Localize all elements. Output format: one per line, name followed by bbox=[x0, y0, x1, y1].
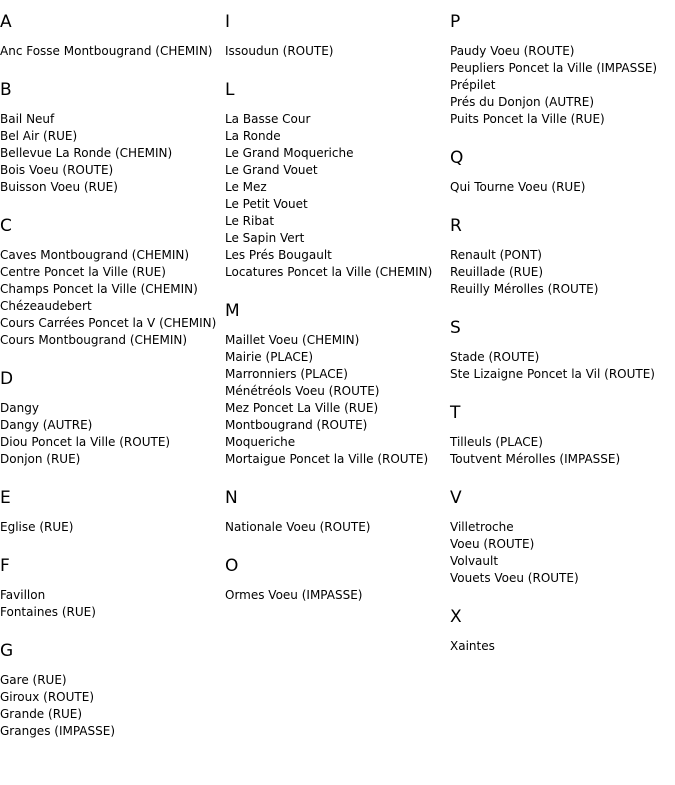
street-list bbox=[0, 587, 225, 621]
street-entry: Ste Lizaigne Poncet la Vil (ROUTE) bbox=[450, 367, 655, 381]
street-list bbox=[450, 43, 675, 128]
letter-section-a bbox=[0, 12, 225, 60]
letter-heading: F bbox=[0, 556, 10, 576]
street-entry: Favillon bbox=[0, 588, 46, 602]
letter-section-n bbox=[225, 488, 450, 536]
street-entry: La Ronde bbox=[225, 129, 281, 143]
letter-section-b bbox=[0, 80, 225, 196]
index-column-1 bbox=[0, 12, 225, 760]
street-entry: Moqueriche bbox=[225, 435, 296, 449]
street-list bbox=[450, 434, 675, 468]
letter-section-i bbox=[225, 12, 450, 60]
street-entry: Le Ribat bbox=[225, 214, 275, 228]
letter-heading: G bbox=[0, 641, 14, 661]
street-entry: Bail Neuf bbox=[0, 112, 55, 126]
street-entry: Les Prés Bougault bbox=[225, 248, 332, 262]
letter-heading: B bbox=[0, 80, 12, 100]
street-entry: Gare (RUE) bbox=[0, 673, 67, 687]
street-entry: Volvault bbox=[450, 554, 499, 568]
letter-heading: R bbox=[450, 216, 462, 236]
letter-heading: P bbox=[450, 12, 461, 32]
letter-heading: A bbox=[0, 12, 12, 32]
letter-section-x bbox=[450, 607, 675, 655]
street-list bbox=[225, 587, 450, 604]
index-column-2 bbox=[225, 12, 450, 624]
letter-section-q bbox=[450, 148, 675, 196]
street-list bbox=[450, 349, 675, 383]
street-entry: Locatures Poncet la Ville (CHEMIN) bbox=[225, 265, 433, 279]
street-entry: Marronniers (PLACE) bbox=[225, 367, 348, 381]
street-list bbox=[0, 519, 225, 536]
street-entry: Cours Carrées Poncet la V (CHEMIN) bbox=[0, 316, 217, 330]
street-entry: Le Mez bbox=[225, 180, 267, 194]
letter-section-c bbox=[0, 216, 225, 349]
letter-section-o bbox=[225, 556, 450, 604]
letter-heading: M bbox=[225, 301, 240, 321]
letter-heading: I bbox=[225, 12, 231, 32]
street-entry: Diou Poncet la Ville (ROUTE) bbox=[0, 435, 171, 449]
letter-section-e bbox=[0, 488, 225, 536]
street-entry: Giroux (ROUTE) bbox=[0, 690, 95, 704]
street-list bbox=[0, 247, 225, 349]
street-entry: Peupliers Poncet la Ville (IMPASSE) bbox=[450, 61, 658, 75]
letter-heading: V bbox=[450, 488, 462, 508]
street-list bbox=[0, 400, 225, 468]
street-entry: Ménétréols Voeu (ROUTE) bbox=[225, 384, 380, 398]
street-entry: Nationale Voeu (ROUTE) bbox=[225, 520, 371, 534]
letter-section-v bbox=[450, 488, 675, 587]
street-entry: Voeu (ROUTE) bbox=[450, 537, 535, 551]
street-entry: Mortaigue Poncet la Ville (ROUTE) bbox=[225, 452, 429, 466]
letter-heading: S bbox=[450, 318, 461, 338]
street-list bbox=[225, 43, 450, 60]
street-entry: Centre Poncet la Ville (RUE) bbox=[0, 265, 166, 279]
street-entry: Caves Montbougrand (CHEMIN) bbox=[0, 248, 190, 262]
street-entry: Vouets Voeu (ROUTE) bbox=[450, 571, 579, 585]
letter-section-m bbox=[225, 301, 450, 468]
letter-heading: L bbox=[225, 80, 235, 100]
letter-section-t bbox=[450, 403, 675, 468]
street-entry: Bellevue La Ronde (CHEMIN) bbox=[0, 146, 173, 160]
letter-section-s bbox=[450, 318, 675, 383]
street-entry: Reuillade (RUE) bbox=[450, 265, 544, 279]
street-entry: Prépilet bbox=[450, 78, 496, 92]
letter-heading: T bbox=[450, 403, 461, 423]
street-list bbox=[225, 519, 450, 536]
street-entry: Qui Tourne Voeu (RUE) bbox=[450, 180, 586, 194]
street-entry: Stade (ROUTE) bbox=[450, 350, 540, 364]
street-list bbox=[450, 519, 675, 587]
street-entry: Le Grand Vouet bbox=[225, 163, 318, 177]
letter-heading: O bbox=[225, 556, 239, 576]
letter-heading: Q bbox=[450, 148, 464, 168]
street-entry: Le Sapin Vert bbox=[225, 231, 305, 245]
street-entry: Champs Poncet la Ville (CHEMIN) bbox=[0, 282, 198, 296]
street-entry: Issoudun (ROUTE) bbox=[225, 44, 334, 58]
street-entry: Toutvent Mérolles (IMPASSE) bbox=[450, 452, 621, 466]
letter-section-p bbox=[450, 12, 675, 128]
street-entry: Villetroche bbox=[450, 520, 514, 534]
letter-heading: C bbox=[0, 216, 12, 236]
street-entry: Tilleuls (PLACE) bbox=[450, 435, 543, 449]
street-entry: Dangy bbox=[0, 401, 39, 415]
street-entry: Cours Montbougrand (CHEMIN) bbox=[0, 333, 188, 347]
street-entry: Bel Air (RUE) bbox=[0, 129, 78, 143]
letter-heading: N bbox=[225, 488, 238, 508]
index-column-3 bbox=[450, 12, 675, 675]
street-entry: Bois Voeu (ROUTE) bbox=[0, 163, 114, 177]
street-entry: Renault (PONT) bbox=[450, 248, 542, 262]
street-entry: Montbougrand (ROUTE) bbox=[225, 418, 368, 432]
street-entry: Dangy (AUTRE) bbox=[0, 418, 93, 432]
street-entry: Eglise (RUE) bbox=[0, 520, 74, 534]
street-entry: Buisson Voeu (RUE) bbox=[0, 180, 118, 194]
street-entry: Xaintes bbox=[450, 639, 495, 653]
street-entry: Puits Poncet la Ville (RUE) bbox=[450, 112, 605, 126]
street-entry: Donjon (RUE) bbox=[0, 452, 81, 466]
street-list bbox=[225, 332, 450, 468]
street-entry: Grande (RUE) bbox=[0, 707, 83, 721]
street-entry: Paudy Voeu (ROUTE) bbox=[450, 44, 575, 58]
street-entry: Prés du Donjon (AUTRE) bbox=[450, 95, 595, 109]
letter-section-r bbox=[450, 216, 675, 298]
street-entry: Chézeaudebert bbox=[0, 299, 92, 313]
street-entry: Maillet Voeu (CHEMIN) bbox=[225, 333, 360, 347]
street-entry: Granges (IMPASSE) bbox=[0, 724, 116, 738]
letter-heading: E bbox=[0, 488, 11, 508]
letter-heading: X bbox=[450, 607, 462, 627]
letter-section-g bbox=[0, 641, 225, 740]
street-entry: La Basse Cour bbox=[225, 112, 311, 126]
street-list bbox=[0, 672, 225, 740]
street-entry: Le Grand Moqueriche bbox=[225, 146, 354, 160]
street-entry: Reuilly Mérolles (ROUTE) bbox=[450, 282, 599, 296]
street-list bbox=[450, 247, 675, 298]
street-list bbox=[0, 111, 225, 196]
street-entry: Mairie (PLACE) bbox=[225, 350, 314, 364]
street-entry: Mez Poncet La Ville (RUE) bbox=[225, 401, 379, 415]
street-entry: Le Petit Vouet bbox=[225, 197, 308, 211]
letter-heading: D bbox=[0, 369, 14, 389]
letter-section-f bbox=[0, 556, 225, 621]
street-entry: Ormes Voeu (IMPASSE) bbox=[225, 588, 363, 602]
street-list bbox=[225, 111, 450, 281]
letter-section-d bbox=[0, 369, 225, 468]
street-entry: Anc Fosse Montbougrand (CHEMIN) bbox=[0, 44, 213, 58]
street-entry: Fontaines (RUE) bbox=[0, 605, 96, 619]
street-list bbox=[450, 179, 675, 196]
street-list bbox=[450, 638, 675, 655]
letter-section-l bbox=[225, 80, 450, 281]
street-list bbox=[0, 43, 225, 60]
